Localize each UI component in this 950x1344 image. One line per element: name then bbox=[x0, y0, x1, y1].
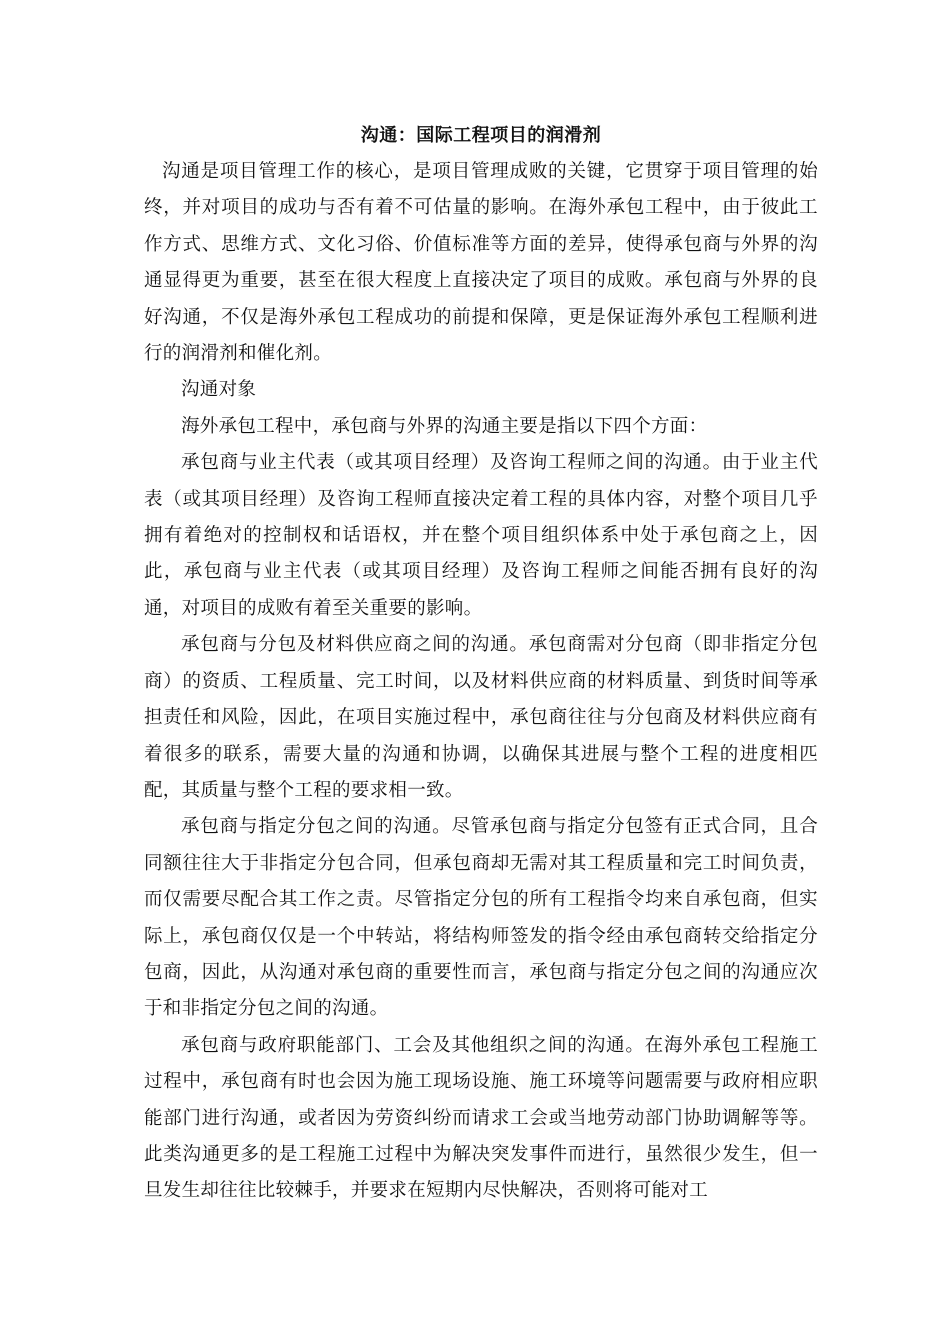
document-body bbox=[144, 118, 818, 1210]
intro-paragraph: 沟通是项目管理工作的核心，是项目管理成败的关键，它贯穿于项目管理的始终，并对项目的成功与否有着不可估量的影响。在海外承包工程中，由于彼此工作方式、思维方式、文化习俗、价值标准等方面的差异，使得承包商与外界的沟通显得更为重要，甚至在很大程度上直接决定了项目的成败。承包商与外界的良好沟通，不仅是海外承包工程成功的前提和保障，更是保证海外承包工程顺利进行的润滑剂和催化剂。 bbox=[144, 161, 818, 365]
body-paragraph: 承包商与业主代表（或其项目经理）及咨询工程师之间的沟通。由于业主代表（或其项目经理）及咨询工程师直接决定着工程的具体内容，对整个项目几乎拥有着绝对的控制权和话语权，并在整个项目组织体系中处于承包商之上，因此，承包商与业主代表（或其项目经理）及咨询工程师之间能否拥有良好的沟通，对项目的成败有着至关重要的影响。 bbox=[144, 452, 818, 619]
body-paragraph: 承包商与政府职能部门、工会及其他组织之间的沟通。在海外承包工程施工过程中，承包商有时也会因为施工现场设施、施工环境等问题需要与政府相应职能部门进行沟通，或者因为劳资纠纷而请求工会或当地劳动部门协助调解等等。此类沟通更多的是工程施工过程中为解决突发事件而进行，虽然很少发生，但一旦发生却往往比较棘手，并要求在短期内尽快解决，否则将可能对工 bbox=[144, 1034, 818, 1202]
document-title: 沟通：国际工程项目的润滑剂 bbox=[360, 125, 602, 146]
section-heading: 沟通对象 bbox=[181, 379, 257, 401]
body-paragraph: 承包商与指定分包之间的沟通。尽管承包商与指定分包签有正式合同，且合同额往往大于非指定分包合同，但承包商却无需对其工程质量和完工时间负责，而仅需要尽配合其工作之责。尽管指定分包的所有工程指令均来自承包商，但实际上，承包商仅仅是一个中转站，将结构师签发的指令经由承包商转交给指定分包商，因此，从沟通对承包商的重要性而言，承包商与指定分包之间的沟通应次于和非指定分包之间的沟通。 bbox=[144, 816, 818, 1020]
body-paragraph: 承包商与分包及材料供应商之间的沟通。承包商需对分包商（即非指定分包商）的资质、工程质量、完工时间，以及材料供应商的材料质量、到货时间等承担责任和风险，因此，在项目实施过程中，承包商往往与分包商及材料供应商有着很多的联系，需要大量的沟通和协调，以确保其进展与整个工程的进度相匹配，其质量与整个工程的要求相一致。 bbox=[144, 634, 818, 801]
section-lead-paragraph: 海外承包工程中，承包商与外界的沟通主要是指以下四个方面： bbox=[181, 415, 708, 437]
